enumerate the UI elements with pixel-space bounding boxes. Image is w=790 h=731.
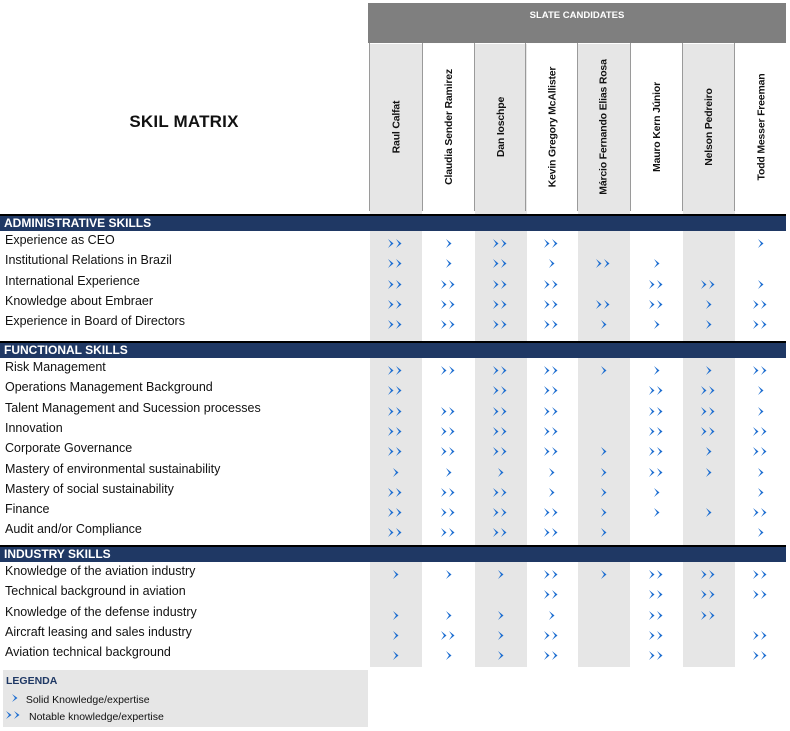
double-chevron-icon (370, 297, 422, 315)
single-chevron-icon (578, 567, 630, 585)
double-chevron-icon (475, 505, 527, 523)
skill-label: Finance (5, 502, 50, 517)
skill-label: Knowledge about Embraer (5, 293, 154, 308)
double-chevron-icon (370, 525, 422, 543)
double-chevron-icon (631, 608, 683, 626)
double-chevron-icon (631, 444, 683, 462)
double-chevron-icon (735, 567, 787, 585)
single-chevron-icon (578, 525, 630, 543)
candidate-name: Dan Ioschpe (495, 96, 508, 158)
skill-label: Knowledge of the defense industry (5, 604, 197, 619)
candidate-name: Raul Calfat (390, 100, 402, 154)
double-chevron-icon (683, 424, 735, 442)
double-chevron-icon (475, 383, 527, 401)
single-chevron-icon (526, 608, 578, 626)
skill-label: Audit and/or Compliance (5, 522, 142, 537)
double-chevron-icon (526, 383, 578, 401)
section-title: ADMINISTRATIVE SKILLS (4, 216, 152, 230)
skill-label: Operations Management Background (5, 380, 213, 395)
skill-label: Experience as CEO (5, 233, 115, 247)
double-chevron-icon (475, 485, 527, 503)
section-header (0, 214, 786, 231)
double-chevron-icon (631, 648, 683, 666)
single-chevron-icon (526, 485, 578, 503)
double-chevron-icon (423, 628, 475, 646)
double-chevron-icon (370, 363, 422, 381)
double-chevron-icon (526, 587, 578, 605)
single-chevron-icon (475, 465, 527, 483)
double-chevron-icon (423, 363, 475, 381)
legend-item-notable (5, 710, 164, 723)
double-chevron-icon (735, 297, 787, 315)
skill-label: Talent Management and Sucession processes (5, 400, 261, 415)
double-chevron-icon (526, 628, 578, 646)
double-chevron-icon (735, 363, 787, 381)
single-chevron-icon (683, 505, 735, 523)
double-chevron-icon (735, 505, 787, 523)
skill-label: Corporate Governance (5, 441, 133, 456)
double-chevron-icon (526, 505, 578, 523)
single-chevron-icon (683, 363, 735, 381)
double-chevron-icon (475, 317, 527, 335)
candidate-name: Nelson Pedreiro (703, 88, 715, 166)
double-chevron-icon (423, 485, 475, 503)
double-chevron-icon (370, 424, 422, 442)
legend-item-label: Solid Knowledge/expertise (25, 693, 150, 706)
single-chevron-icon (578, 363, 630, 381)
single-chevron-icon (423, 648, 475, 666)
double-chevron-icon (578, 297, 630, 315)
double-chevron-icon (526, 525, 578, 543)
legend-item-label: Notable knowledge/expertise (29, 710, 164, 723)
double-chevron-icon (683, 404, 735, 422)
single-chevron-icon (370, 608, 422, 626)
single-chevron-icon (475, 628, 527, 646)
double-chevron-icon (631, 404, 683, 422)
double-chevron-icon (5, 710, 23, 723)
single-chevron-icon (423, 256, 475, 274)
double-chevron-icon (423, 404, 475, 422)
single-chevron-icon (475, 648, 527, 666)
skill-label: Mastery of social sustainability (5, 481, 174, 496)
legend-title: LEGENDA (6, 675, 58, 687)
double-chevron-icon (475, 424, 527, 442)
single-chevron-icon (631, 505, 683, 523)
single-chevron-icon (423, 567, 475, 585)
double-chevron-icon (735, 424, 787, 442)
double-chevron-icon (370, 383, 422, 401)
double-chevron-icon (370, 236, 422, 254)
double-chevron-icon (526, 444, 578, 462)
double-chevron-icon (735, 628, 787, 646)
single-chevron-icon (578, 505, 630, 523)
single-chevron-icon (683, 317, 735, 335)
double-chevron-icon (370, 256, 422, 274)
section-title: INDUSTRY SKILLS (4, 547, 111, 561)
double-chevron-icon (683, 277, 735, 295)
single-chevron-icon (526, 256, 578, 274)
double-chevron-icon (475, 297, 527, 315)
single-chevron-icon (526, 465, 578, 483)
single-chevron-icon (423, 465, 475, 483)
double-chevron-icon (475, 444, 527, 462)
skill-label: Institutional Relations in Brazil (5, 253, 172, 268)
double-chevron-icon (475, 256, 527, 274)
double-chevron-icon (631, 297, 683, 315)
skill-label: Innovation (5, 420, 63, 435)
single-chevron-icon (735, 383, 787, 401)
double-chevron-icon (423, 444, 475, 462)
candidate-name: Mauro Kern Júnior (651, 82, 664, 172)
single-chevron-icon (735, 525, 787, 543)
single-chevron-icon (578, 465, 630, 483)
single-chevron-icon (475, 567, 527, 585)
single-chevron-icon (578, 444, 630, 462)
double-chevron-icon (526, 404, 578, 422)
single-chevron-icon (5, 693, 20, 706)
double-chevron-icon (526, 363, 578, 381)
double-chevron-icon (370, 444, 422, 462)
single-chevron-icon (370, 648, 422, 666)
single-chevron-icon (423, 608, 475, 626)
skill-label: Risk Management (5, 360, 106, 374)
double-chevron-icon (475, 404, 527, 422)
single-chevron-icon (735, 404, 787, 422)
section-header (0, 545, 786, 562)
double-chevron-icon (631, 424, 683, 442)
double-chevron-icon (735, 317, 787, 335)
double-chevron-icon (631, 587, 683, 605)
section-header (0, 341, 786, 358)
double-chevron-icon (631, 628, 683, 646)
single-chevron-icon (683, 444, 735, 462)
double-chevron-icon (526, 648, 578, 666)
skill-label: Aviation technical background (5, 645, 171, 660)
single-chevron-icon (370, 465, 422, 483)
double-chevron-icon (735, 444, 787, 462)
double-chevron-icon (631, 277, 683, 295)
single-chevron-icon (683, 465, 735, 483)
double-chevron-icon (683, 567, 735, 585)
skill-label: Knowledge of the aviation industry (5, 564, 196, 578)
legend (3, 670, 368, 727)
single-chevron-icon (735, 485, 787, 503)
double-chevron-icon (683, 608, 735, 626)
section-title: FUNCTIONAL SKILLS (4, 343, 128, 357)
single-chevron-icon (423, 236, 475, 254)
double-chevron-icon (526, 424, 578, 442)
skill-label: Mastery of environmental sustainability (5, 461, 221, 476)
skill-label: Experience in Board of Directors (5, 314, 185, 329)
double-chevron-icon (526, 277, 578, 295)
double-chevron-icon (578, 256, 630, 274)
single-chevron-icon (683, 297, 735, 315)
double-chevron-icon (526, 236, 578, 254)
skill-label: International Experience (5, 273, 140, 288)
double-chevron-icon (475, 277, 527, 295)
single-chevron-icon (631, 363, 683, 381)
double-chevron-icon (631, 567, 683, 585)
single-chevron-icon (475, 608, 527, 626)
double-chevron-icon (526, 297, 578, 315)
skill-label: Aircraft leasing and sales industry (5, 624, 192, 639)
double-chevron-icon (475, 525, 527, 543)
double-chevron-icon (475, 363, 527, 381)
double-chevron-icon (423, 424, 475, 442)
candidate-name: Márcio Fernando Elias Rosa (598, 59, 610, 195)
double-chevron-icon (370, 404, 422, 422)
double-chevron-icon (370, 277, 422, 295)
single-chevron-icon (735, 236, 787, 254)
single-chevron-icon (578, 317, 630, 335)
single-chevron-icon (735, 465, 787, 483)
double-chevron-icon (526, 317, 578, 335)
single-chevron-icon (631, 256, 683, 274)
single-chevron-icon (631, 485, 683, 503)
candidate-name: Kevin Gregory McAllister (546, 66, 559, 188)
single-chevron-icon (631, 317, 683, 335)
double-chevron-icon (423, 297, 475, 315)
double-chevron-icon (370, 317, 422, 335)
double-chevron-icon (475, 236, 527, 254)
double-chevron-icon (631, 465, 683, 483)
legend-item-solid (5, 693, 150, 706)
double-chevron-icon (735, 648, 787, 666)
double-chevron-icon (370, 505, 422, 523)
slate-candidates-header: SLATE CANDIDATES (368, 3, 786, 43)
double-chevron-icon (735, 587, 787, 605)
candidate-name: Todd Messer Freeman (755, 73, 767, 181)
double-chevron-icon (423, 277, 475, 295)
double-chevron-icon (631, 383, 683, 401)
single-chevron-icon (370, 628, 422, 646)
double-chevron-icon (423, 525, 475, 543)
double-chevron-icon (423, 505, 475, 523)
single-chevron-icon (370, 567, 422, 585)
double-chevron-icon (683, 587, 735, 605)
single-chevron-icon (735, 277, 787, 295)
skill-label: Technical background in aviation (5, 584, 186, 599)
double-chevron-icon (423, 317, 475, 335)
single-chevron-icon (578, 485, 630, 503)
double-chevron-icon (526, 567, 578, 585)
page-title: SKIL MATRIX (129, 112, 239, 131)
double-chevron-icon (370, 485, 422, 503)
candidate-name: Claudia Sender Ramirez (443, 69, 455, 185)
double-chevron-icon (683, 383, 735, 401)
